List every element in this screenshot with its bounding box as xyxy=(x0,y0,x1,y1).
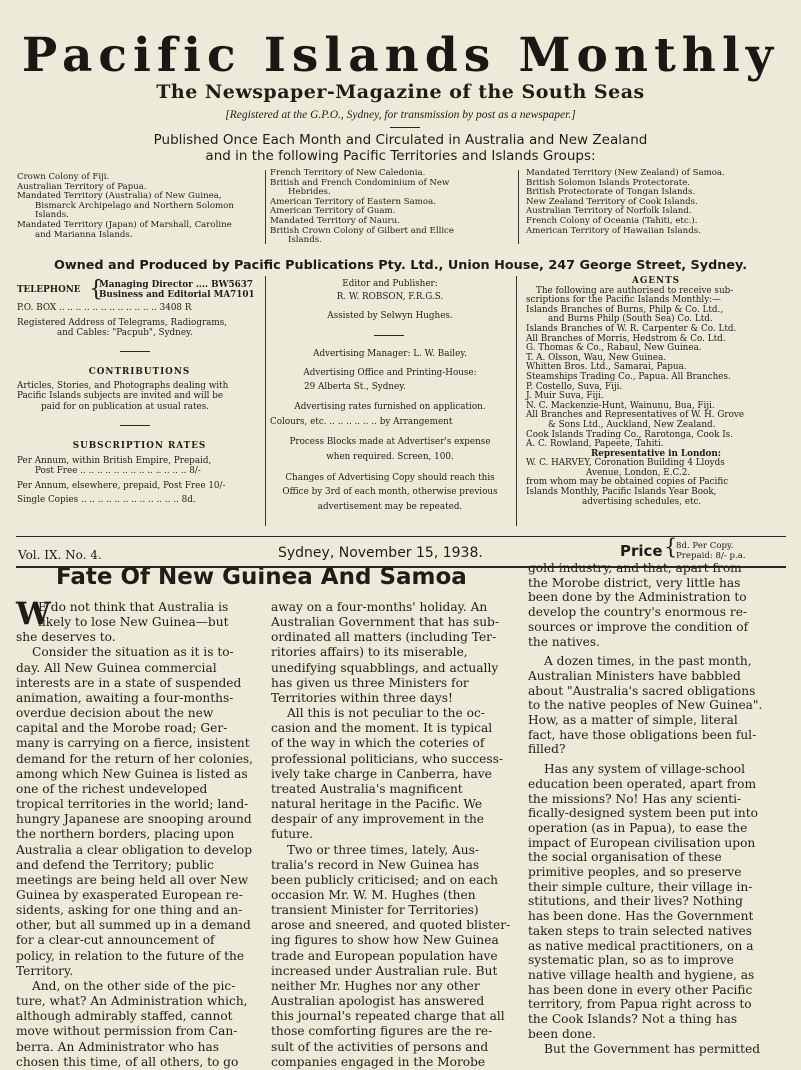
article-line: occasion Mr. W. M. Hughes (then xyxy=(271,887,476,902)
article-line: sult of the activities of persons and xyxy=(271,1039,489,1054)
agent-line: Islands Branches of Burns, Philp & Co. Ltd., xyxy=(526,304,724,315)
article-line: stitutions, and their lives? Nothing xyxy=(528,894,743,909)
short-rule xyxy=(120,425,150,426)
article-line: A dozen times, in the past month, xyxy=(544,654,752,669)
text-line: Pacific Islands subjects are invited and will be xyxy=(17,391,224,401)
article-line: despair of any improvement in the xyxy=(271,812,485,827)
territory-item: American Territory of Guam. xyxy=(270,206,396,217)
text-line: Per Annum, within British Empire, Prepaid, xyxy=(17,455,212,466)
article-line: the northern borders, placing upon xyxy=(16,827,235,842)
ad-office-address: 29 Alberta St., Sydney. xyxy=(304,382,406,392)
article-line: primitive peoples, and so preserve xyxy=(528,865,742,880)
territory-item: British Crown Colony of Gilbert and Ellice xyxy=(270,225,454,236)
contributions-block xyxy=(17,367,262,412)
article-line: territory, from Papua right across to xyxy=(528,997,752,1012)
article-line: about "Australia's sacred obligations xyxy=(528,683,756,698)
column-divider xyxy=(265,276,266,526)
article-line: arose and sneered, and quoted blister- xyxy=(271,918,511,933)
article-line: other, but all summed up in a demand xyxy=(16,918,251,933)
territory-item: French Territory of New Caledonia. xyxy=(270,168,426,178)
editor-label: Editor and Publisher: xyxy=(342,279,438,289)
article-line: for a clear-cut announcement of xyxy=(16,933,215,948)
article-line: ing figures to show how New Guinea xyxy=(271,933,499,948)
article-line: develop the country's enormous re- xyxy=(528,605,748,620)
article-line: as native medical practitioners, on a xyxy=(528,938,754,953)
article-line: berra. An Administrator who has xyxy=(16,1039,220,1054)
article-line: demand for the return of her colonies, xyxy=(16,751,254,766)
process-blocks: Process Blocks made at Advertiser's expense xyxy=(289,436,491,447)
article-line: interests are in a state of suspended xyxy=(16,675,242,690)
territory-item: Australian Territory of Norfolk Island. xyxy=(526,206,692,217)
article-line: And, on the other side of the pic- xyxy=(32,978,236,993)
territories-column-3 xyxy=(526,169,786,236)
agent-line: P. Costello, Suva, Fiji. xyxy=(526,381,623,392)
article-line: the natives. xyxy=(528,634,600,649)
territory-item: Mandated Territory (Japan) of Marshall, Caroline xyxy=(17,219,232,230)
article-line: taken steps to train selected natives xyxy=(528,923,752,938)
article-line: animation, awaiting a four-months- xyxy=(16,690,234,705)
text-line: Post Free .. .. .. .. .. .. .. .. .. .. .. .. .. 8/- xyxy=(35,466,201,476)
article-line: Guinea by exasperated European re- xyxy=(16,887,243,902)
telephone-business: Business and Editorial MA7101 xyxy=(99,290,255,300)
price-per-copy: 8d. Per Copy. xyxy=(676,541,734,551)
article-line: this journal's repeated charge that all xyxy=(271,1009,505,1024)
agent-line: Avenue, London, E.C.2. xyxy=(586,467,691,478)
text-line: Per Annum, elsewhere, prepaid, Post Free 10/- xyxy=(17,480,226,491)
territory-item: British Protectorate of Tongan Islands. xyxy=(526,187,696,198)
article-line: impact of European civilisation upon xyxy=(528,835,756,850)
article-line: unedifying squabblings, and actually xyxy=(271,660,499,675)
territory-item: American Territory of Hawaiian Islands. xyxy=(526,225,701,236)
editor-name: R. W. ROBSON, F.R.G.S. xyxy=(336,291,444,302)
article-line: move without permission from Can- xyxy=(16,1024,238,1039)
publication-line-1: Published Once Each Month and Circulated in Australia and New Zealand xyxy=(153,132,648,148)
article-line: although admirably staffed, cannot xyxy=(16,1009,233,1024)
article-line: ively take charge in Canberra, have xyxy=(271,766,492,781)
short-rule xyxy=(120,351,150,352)
article-line: tropical territories in the world; land- xyxy=(16,797,249,812)
article-line: casion and the moment. It is typical xyxy=(271,721,493,736)
article-line: education been operated, apart from xyxy=(528,776,757,791)
article-line: likely to lose New Guinea—but xyxy=(38,615,229,630)
short-rule xyxy=(374,335,404,336)
article-line: the social organisation of these xyxy=(528,850,722,865)
article-line: Has any system of village-school xyxy=(544,762,746,777)
article-line: sidents, asking for one thing and an- xyxy=(16,903,243,918)
article-line: treated Australia's magnificent xyxy=(271,781,463,796)
territory-item: Mandated Territory of Nauru. xyxy=(270,215,400,226)
territory-item: British and French Condominium of New xyxy=(270,177,450,188)
article-line: been done. xyxy=(528,1026,597,1041)
subscription-block xyxy=(17,441,262,506)
territory-item: Islands. xyxy=(288,235,322,246)
article-line: filled? xyxy=(528,742,566,757)
agent-line: All Branches of Morris, Hedstrom & Co. Ltd. xyxy=(526,333,726,344)
article-line: one of the richest undeveloped xyxy=(16,781,208,796)
text-line: Articles, Stories, and Photographs dealing with xyxy=(17,380,229,391)
territory-item: Mandated Territory (Australia) of New Guinea, xyxy=(17,191,222,202)
article-line: native village health and hygiene, as xyxy=(528,967,755,982)
column-divider xyxy=(518,170,519,244)
territory-item: Bismarck Archipelago and Northern Solomon xyxy=(35,200,234,211)
telephone-managing: Managing Director .... BW5637 xyxy=(99,280,253,290)
article-line: she deserves to. xyxy=(16,630,116,645)
article-line: chosen this time, of all others, to go xyxy=(16,1054,239,1069)
masthead-subtitle: The Newspaper-Magazine of the South Seas xyxy=(156,81,645,103)
article-line: policy, in relation to the future of the xyxy=(16,948,245,963)
article-line: fact, have those obligations been ful- xyxy=(528,727,757,742)
drop-cap: W xyxy=(16,596,51,632)
article-line: fically-designed system been put into xyxy=(528,806,759,821)
article-line: All this is not peculiar to the oc- xyxy=(287,706,485,721)
article-line: capital and the Morobe road; Ger- xyxy=(16,721,228,736)
article-line: Australian Ministers have babbled xyxy=(528,668,741,683)
article-line: gold industry, and that, apart from xyxy=(528,561,742,575)
article-line: ture, what? An Administration which, xyxy=(16,994,248,1009)
agent-line: and Burns Philp (South Sea) Co. Ltd. xyxy=(548,314,713,325)
price-detail xyxy=(676,541,746,561)
territory-item: American Territory of Eastern Samoa. xyxy=(270,196,436,207)
brace: { xyxy=(89,277,103,302)
article-line: day. All New Guinea commercial xyxy=(16,660,217,675)
agent-line: & Sons Ltd., Auckland, New Zealand. xyxy=(548,419,716,430)
column-divider xyxy=(516,276,517,526)
article-line: of the way in which the coteries of xyxy=(271,736,485,751)
article-line: to the native peoples of New Guinea". xyxy=(528,698,763,713)
publication-line-2: and in the following Pacific Territories and Islands Groups: xyxy=(205,148,596,164)
advertising-block xyxy=(270,348,510,513)
article-line: professional politicians, who success- xyxy=(271,751,503,766)
agent-line: N. C. Mackenzie-Hunt, Wainunu, Bua, Fiji. xyxy=(526,400,715,411)
article-line: has been done in every other Pacific xyxy=(528,982,753,997)
copy-changes: Changes of Advertising Copy should reach this xyxy=(285,472,495,483)
ad-rates: Advertising rates furnished on application. xyxy=(294,401,486,412)
agent-line: Whitten Bros. Ltd., Samarai, Papua. xyxy=(526,362,687,373)
london-heading: Representative in London: xyxy=(590,448,722,459)
copy-changes-2: Office by 3rd of each month, otherwise previous xyxy=(282,487,498,497)
article-line: many is carrying on a fierce, insistent xyxy=(16,736,250,751)
article-column-3 xyxy=(528,561,788,1056)
agent-line: All Branches and Representatives of W. H. Grove xyxy=(526,410,745,421)
article-line: Territories within three days! xyxy=(271,690,453,705)
article-line: has given us three Ministers for xyxy=(271,675,469,690)
article-line: Consider the situation as it is to- xyxy=(32,645,234,660)
agent-line: T. A. Olsson, Wau, New Guinea. xyxy=(526,352,667,363)
ad-manager: Advertising Manager: L. W. Bailey. xyxy=(313,349,467,359)
article-line: But the Government has permitted xyxy=(544,1041,760,1056)
subscription-heading: SUBSCRIPTION RATES xyxy=(72,441,207,451)
territory-item: Mandated Territory (New Zealand) of Samoa. xyxy=(526,168,725,178)
article-line: sources or improve the condition of xyxy=(528,619,749,634)
article-line: operation (as in Papua), to ease the xyxy=(528,820,748,835)
article-line: those comforting figures are the re- xyxy=(271,1024,493,1039)
agents-heading: AGENTS xyxy=(632,276,680,286)
territory-item: French Colony of Oceania (Tahiti, etc.). xyxy=(526,215,698,226)
territory-item: British Solomon Islands Protectorate. xyxy=(526,177,691,188)
agent-line: The following are authorised to receive sub- xyxy=(536,285,734,296)
agent-line: Cook Islands Trading Co., Rarotonga, Cook Is. xyxy=(526,429,733,440)
territory-item: Australian Territory of Papua. xyxy=(17,181,147,192)
article-line: tralia's record in New Guinea has xyxy=(271,857,480,872)
article-line: Two or three times, lately, Aus- xyxy=(287,842,480,857)
article-line: trade and European population have xyxy=(271,948,498,963)
ownership-line: Owned and Produced by Pacific Publications Pty. Ltd., Union House, 247 George Street, Sydney. xyxy=(53,258,748,273)
article-line: natural heritage in the Pacific. We xyxy=(271,797,483,812)
po-box: P.O. BOX .. .. .. .. .. .. .. .. .. .. .. .. 3408 R xyxy=(17,303,192,313)
masthead-title: Pacific Islands Monthly xyxy=(21,28,780,83)
article-line: their simple culture, their village in- xyxy=(528,879,753,894)
agent-line: W. C. HARVEY, Coronation Building 4 Lloyds xyxy=(526,458,725,469)
telephone-label: TELEPHONE xyxy=(17,285,81,295)
article-line: hungry Japanese are snooping around xyxy=(16,812,252,827)
agent-line: J. Muir Suva, Fiji. xyxy=(526,391,604,402)
article-line: Territory. xyxy=(16,963,74,978)
article-title: Fate Of New Guinea And Samoa xyxy=(56,564,467,590)
agents-block xyxy=(526,277,786,507)
article-line: overdue decision about the new xyxy=(16,706,214,721)
registration-notice: [Registered at the G.P.O., Sydney, for transmission by post as a newspaper.] xyxy=(225,109,576,121)
brace: { xyxy=(664,535,678,559)
article-column-2 xyxy=(271,600,516,1070)
volume-number: Vol. IX. No. 4. xyxy=(18,548,102,562)
article-line: has been done. Has the Government xyxy=(528,909,754,924)
telegram-address: Registered Address of Telegrams, Radiograms, xyxy=(17,317,228,328)
territory-item: New Zealand Territory of Cook Islands. xyxy=(526,196,698,207)
article-line: Australian Government that has sub- xyxy=(271,615,499,630)
price-prepaid: Prepaid: 8/- p.a. xyxy=(676,551,746,561)
agent-line: A. C. Rowland, Papeete, Tahiti. xyxy=(526,439,664,450)
territories-column-2 xyxy=(270,169,515,246)
issue-date: Sydney, November 15, 1938. xyxy=(278,545,483,561)
article-line: and defend the Territory; public xyxy=(16,857,214,872)
article-line: the Morobe district, very little has xyxy=(528,575,741,590)
assisted-by: Assisted by Selwyn Hughes. xyxy=(327,311,453,321)
article-line: E do not think that Australia is xyxy=(38,600,229,614)
article-line: transient Minister for Territories) xyxy=(271,903,479,918)
article-line: Australian apologist has answered xyxy=(271,994,485,1009)
article-line: among which New Guinea is listed as xyxy=(16,766,248,781)
column-divider xyxy=(265,170,266,244)
telegram-address-2: and Cables: "Pacpub", Sydney. xyxy=(57,328,193,338)
text-line: paid for on publication at usual rates. xyxy=(41,401,210,412)
article-line: increased under Australian rule. But xyxy=(271,963,498,978)
territory-item: Crown Colony of Fiji. xyxy=(17,172,110,182)
article-line: ordinated all matters (including Ter- xyxy=(271,630,497,645)
agent-line: Steamships Trading Co., Papua. All Branches. xyxy=(526,371,731,382)
article-line: future. xyxy=(271,827,314,842)
article-line: How, as a matter of simple, literal xyxy=(528,713,738,728)
agent-line: from whom may be obtained copies of Pacific xyxy=(526,477,729,488)
text-line: Single Copies .. .. .. .. .. .. .. .. .. .. .. .. 8d. xyxy=(17,495,196,505)
contacts-block xyxy=(17,279,262,339)
ad-colours: Colours, etc. .. .. .. .. .. .. by Arrangement xyxy=(270,417,453,427)
article-line: ritories affairs) to its miserable, xyxy=(271,645,468,660)
article-line: companies engaged in the Morobe xyxy=(271,1054,486,1069)
ad-office-label: Advertising Office and Printing-House: xyxy=(303,367,477,378)
copy-changes-3: advertisement may be repeated. xyxy=(317,501,463,512)
article-line: been done by the Administration to xyxy=(528,590,747,605)
agent-line: Islands Branches of W. R. Carpenter & Co. Ltd. xyxy=(526,323,737,334)
agent-line: G. Thomas & Co., Rabaul, New Guinea. xyxy=(526,343,702,354)
contributions-heading: CONTRIBUTIONS xyxy=(88,367,191,377)
article-line: Australia a clear obligation to develop xyxy=(16,842,252,857)
agent-line: advertising schedules, etc. xyxy=(582,496,702,507)
price-label: Price xyxy=(620,542,663,560)
article-column-1 xyxy=(16,596,261,1070)
article-line: the missions? No! Has any scienti- xyxy=(528,791,742,806)
territory-item: Islands. xyxy=(35,210,69,221)
article-line: been publicly criticised; and on each xyxy=(271,872,499,887)
article-line: the Cook Islands? Not a thing has xyxy=(528,1012,738,1027)
territories-column-1 xyxy=(17,173,262,240)
article-line: neither Mr. Hughes nor any other xyxy=(271,978,480,993)
short-rule xyxy=(390,127,420,128)
agent-line: scriptions for the Pacific Islands Monthly:— xyxy=(526,295,721,306)
territory-item: and Marianna Islands. xyxy=(35,229,133,240)
article-line: systematic plan, so as to improve xyxy=(528,953,734,968)
editorial-block xyxy=(270,279,510,322)
agent-line: Islands Monthly, Pacific Islands Year Book, xyxy=(526,487,717,498)
process-blocks-2: when required. Screen, 100. xyxy=(326,452,454,462)
article-line: away on a four-months' holiday. An xyxy=(271,600,488,614)
article-line: meetings are being held all over New xyxy=(16,872,249,887)
territory-item: Hebrides. xyxy=(288,187,331,198)
